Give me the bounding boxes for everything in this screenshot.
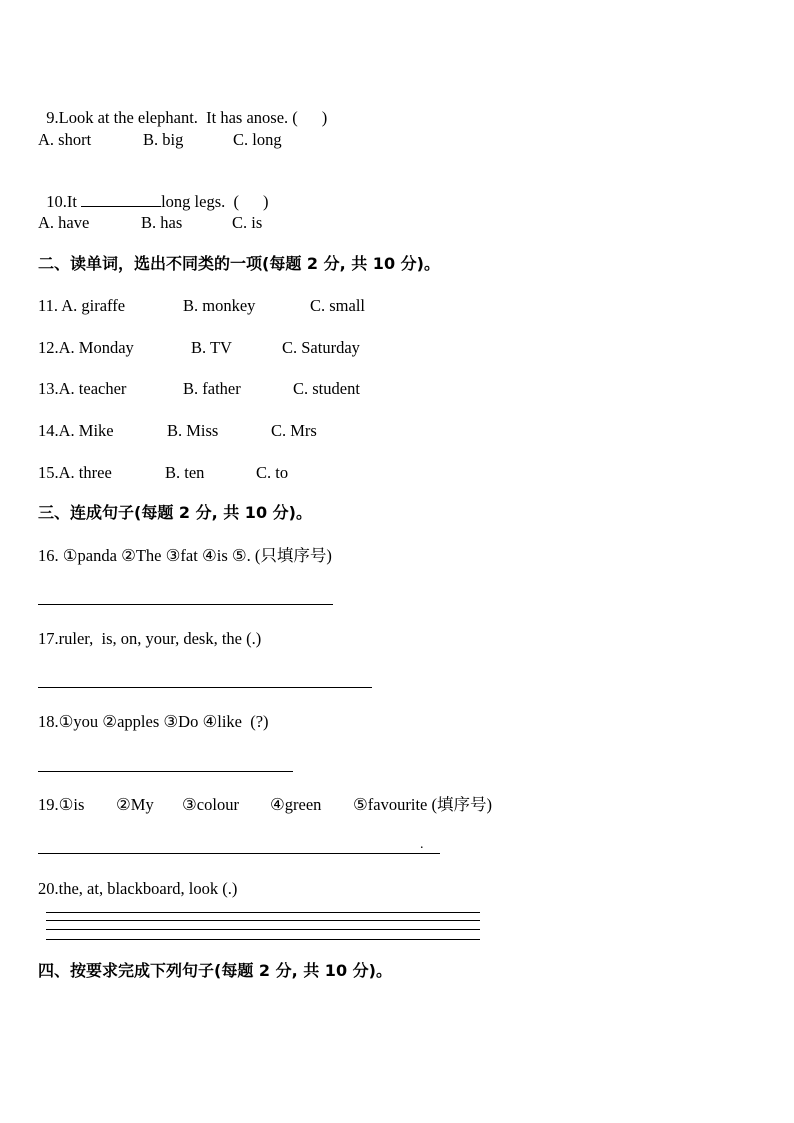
option-b: B. father: [183, 379, 241, 398]
option-c: C. long: [233, 130, 282, 149]
question-12: 12.A. Monday: [38, 338, 134, 357]
question-10: [38, 171, 269, 212]
answer-line-16[interactable]: [38, 604, 333, 605]
option-c: C. student: [293, 379, 360, 398]
question-9: [38, 88, 327, 128]
word-4: ④green: [270, 795, 322, 814]
word-3: ③colour: [182, 795, 239, 814]
option-b: B. has: [141, 213, 183, 232]
section-3-heading: 三、连成句子(每题 2 分, 共 10 分)。: [38, 503, 312, 522]
word-5: ⑤favourite (填序号): [353, 795, 492, 814]
answer-line-18[interactable]: [38, 771, 293, 772]
option-b: B. big: [143, 130, 184, 149]
option-b: B. ten: [165, 463, 205, 482]
section-2-heading: 二、读单词，选出不同类的一项(每题 2 分, 共 10 分)。: [38, 254, 440, 273]
answer-blank-10[interactable]: [81, 191, 161, 207]
question-15: 15.A. three: [38, 463, 112, 482]
option-a: A. have: [38, 213, 90, 232]
question-19: 19.①is: [38, 795, 85, 814]
option-b: B. TV: [191, 338, 232, 357]
writing-line-4[interactable]: [46, 939, 480, 940]
option-b: B. Miss: [167, 421, 219, 440]
option-c: C. small: [310, 296, 366, 315]
paren-close: ): [321, 108, 328, 127]
question-14: 14.A. Mike: [38, 421, 114, 440]
question-9-text: 9.Look at the elephant. It has anose. (: [46, 108, 298, 127]
period-mark: .: [420, 837, 424, 852]
writing-line-3[interactable]: [46, 929, 480, 930]
option-a: A. short: [38, 130, 92, 149]
question-11: 11. A. giraffe: [38, 296, 126, 315]
writing-line-1[interactable]: [46, 912, 480, 913]
paren-close: ): [263, 192, 269, 211]
question-16: 16. ①panda ②The ③fat ④is ⑤. (只填序号): [38, 546, 332, 565]
question-18: 18.①you ②apples ③Do ④like (?): [38, 712, 269, 731]
option-c: C. Saturday: [282, 338, 360, 357]
option-c: C. is: [232, 213, 263, 232]
question-10-prefix: 10.It: [46, 192, 82, 211]
writing-line-2[interactable]: [46, 920, 480, 921]
option-c: C. to: [256, 463, 289, 482]
question-13: 13.A. teacher: [38, 379, 127, 398]
answer-line-19[interactable]: [38, 853, 440, 854]
question-17: 17.ruler, is, on, your, desk, the (.): [38, 629, 262, 648]
answer-line-17[interactable]: [38, 687, 372, 688]
option-b: B. monkey: [183, 296, 256, 315]
question-10-suffix: long legs. (: [161, 192, 240, 211]
section-4-heading: 四、按要求完成下列句子(每题 2 分, 共 10 分)。: [38, 961, 392, 980]
word-2: ②My: [116, 795, 154, 814]
option-c: C. Mrs: [271, 421, 317, 440]
question-20: 20.the, at, blackboard, look (.): [38, 879, 238, 898]
